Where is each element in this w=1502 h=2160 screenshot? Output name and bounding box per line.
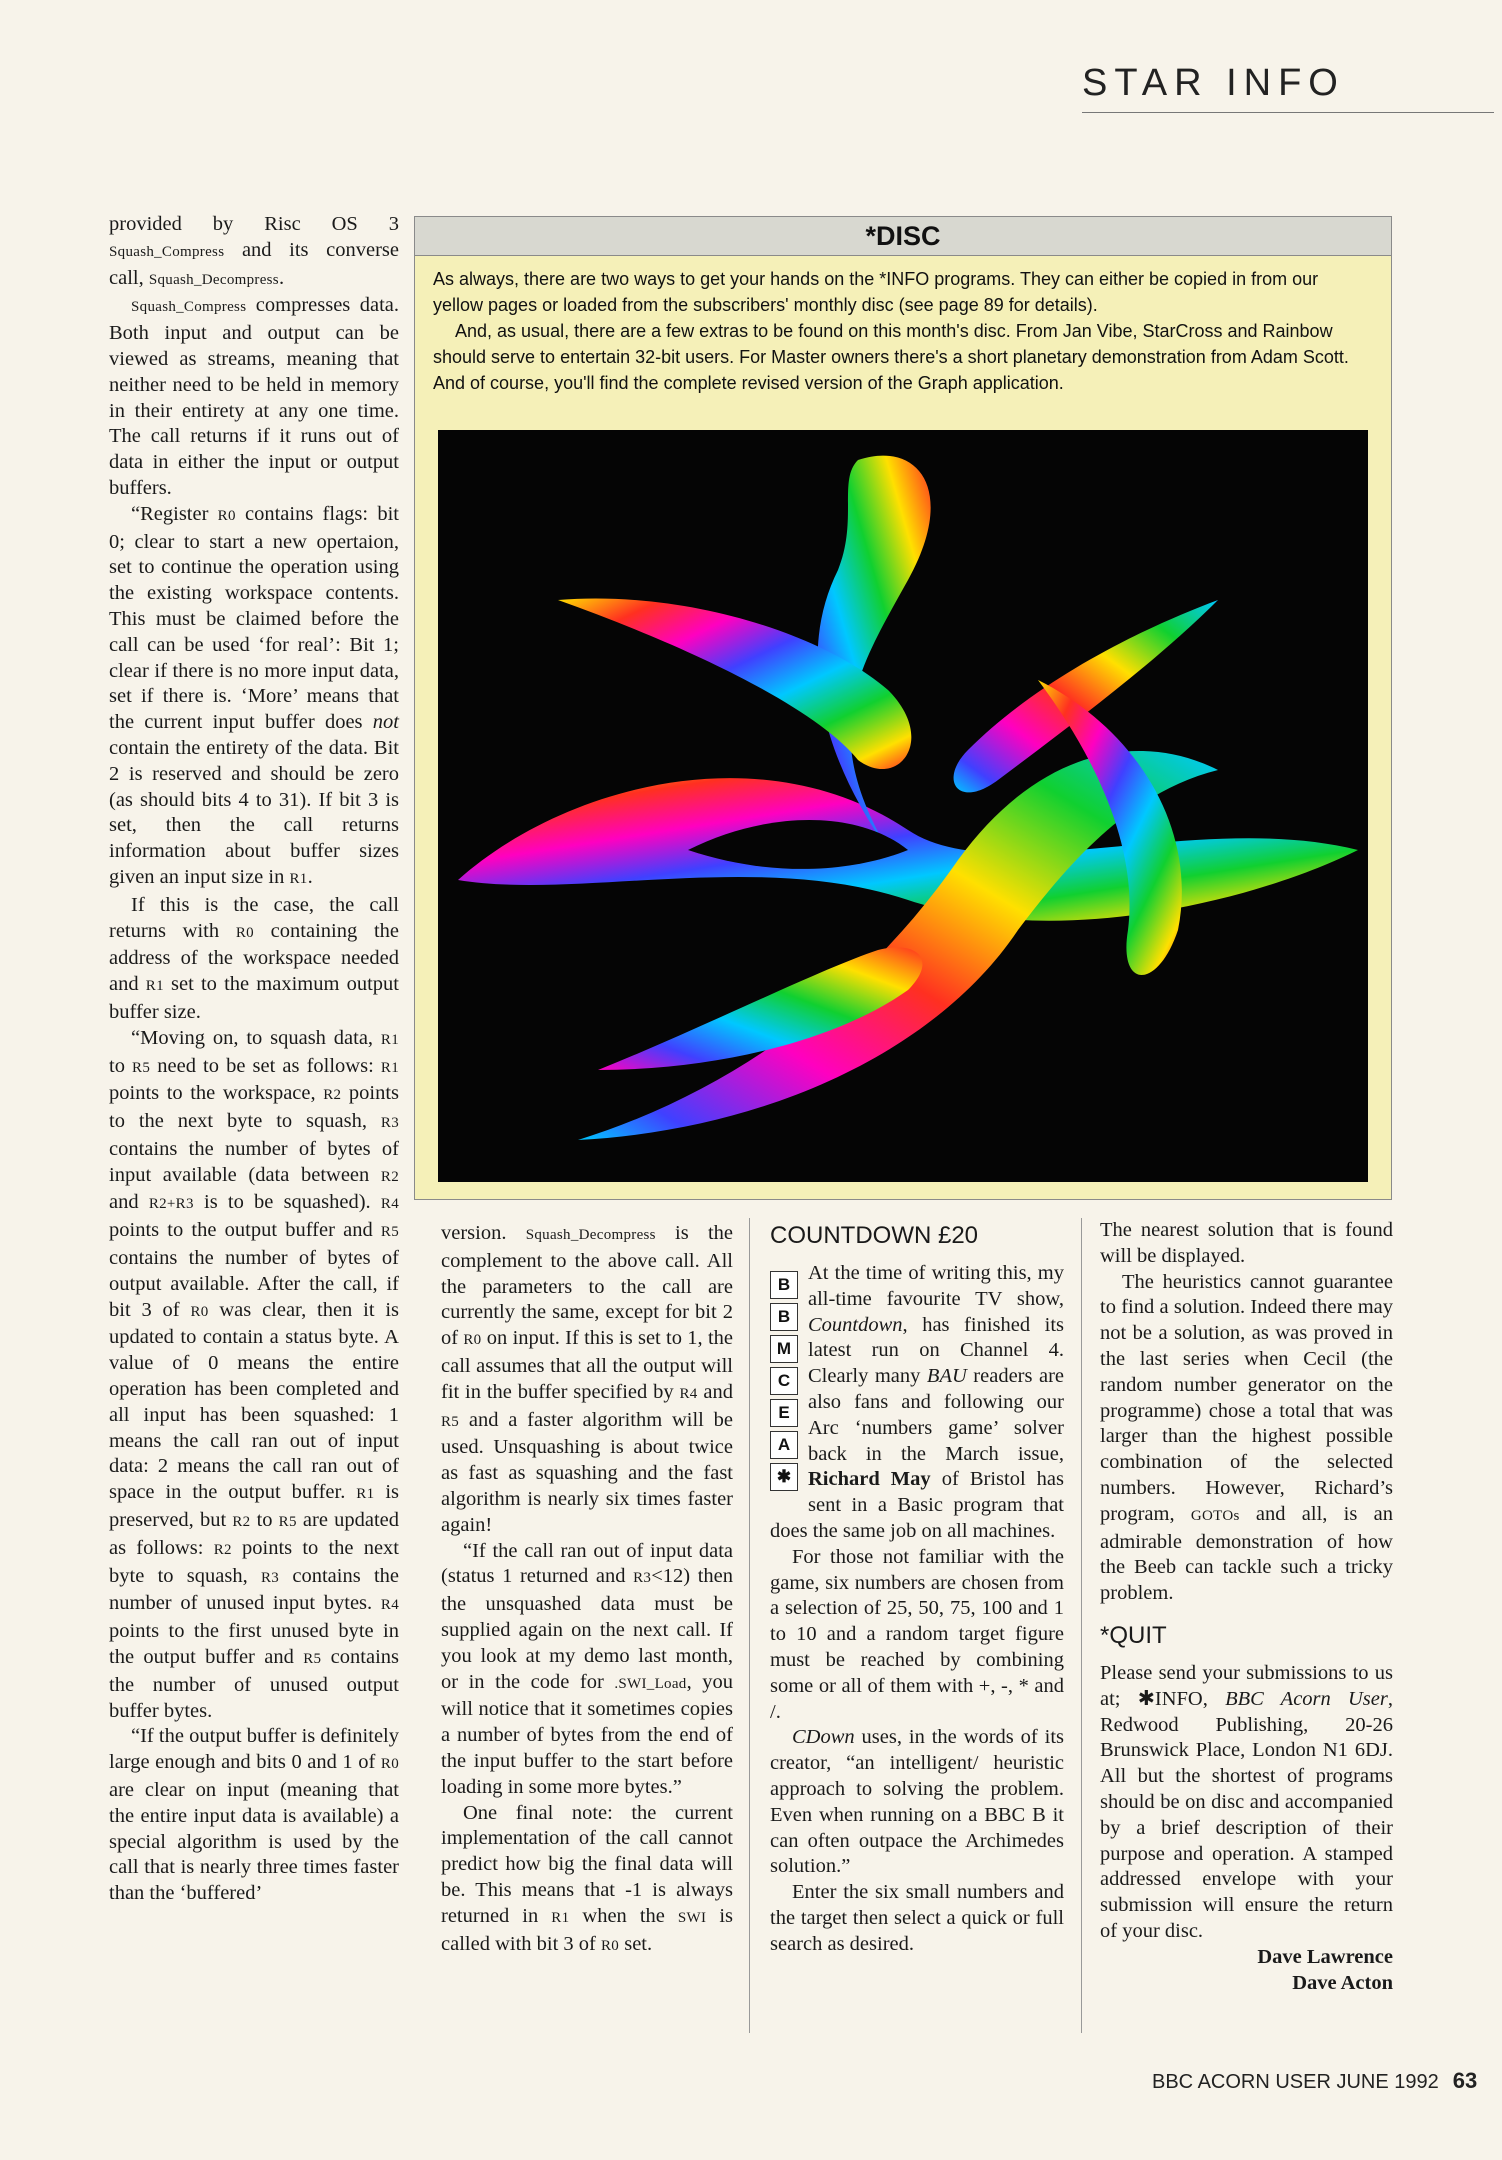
col4-paragraph-1: The nearest solution that is found will be displayed. [1100,1219,1393,1267]
disc-box [414,216,1392,1200]
rainbow-spiral-graphic [438,430,1368,1182]
quit-heading: *QUIT [1100,1621,1167,1649]
letter-tile: B [770,1271,798,1299]
col1-paragraph-4: If this is the case, the call returns with R0 containing the address of the workspace needed and R1 set to the maximum output buffer size. [109,893,399,1023]
countdown-paragraph-4: Enter the six small numbers and the target then select a quick or full search as desired. [770,1881,1064,1955]
col1-paragraph-6: “If the output buffer is definitely large enough and bits 0 and 1 of R0 are clear on input (meaning that the entire input data is available) a special algorithm is used by the call that is nearly three times faster than the ‘buffered’ [109,1725,399,1905]
col1-paragraph-1: provided by Risc OS 3 Squash_Compress and its converse call, Squash_Decompress. [109,213,399,289]
author-signature-2: Dave Acton [1292,1971,1393,1994]
letter-tile: E [770,1399,798,1427]
col1-paragraph-5: “Moving on, to squash data, R1 to R5 need to be set as follows: R1 points to the workspace, R2 points to the next byte to squash, R3 contains the number of bytes of input available (data between R2 and R2+R3 is to be squashed). R4 points to the output buffer and R5 contains the number of bytes of output available. After the call, if bit 3 of R0 was clear, then it is updated to contain a status byte. A value of 0 means the entire operation has been completed and all input has been squashed: 1 means the call ran out of input data: 2 means the call ran out of space in the output buffer. R1 is preserved, but R2 to R5 are updated as follows: R2 points to the next byte to squash, R3 contains the number of unused input bytes. R4 points to the first unused byte in the output buffer and R5 contains the number of unused output buffer bytes. [109,1026,400,1722]
column-4 [1100,1218,1393,1996]
col1-paragraph-2: Squash_Compress compresses data. Both input and output can be viewed as streams, meaning that neither need to be held in memory in their entirety at any one time. The call returns if it runs out of data in either the input or output buffers. [109,294,399,499]
spiral-ribbons [458,456,1358,1140]
section-header: STAR INFO [1082,62,1345,104]
author-signature-1: Dave Lawrence [1257,1945,1393,1968]
countdown-paragraph-3: CDown uses, in the words of its creator, “an intelligent/ heuristic approach to solving the problem. Even when running on a BBC B it can often outpace the Archimedes solution.” [770,1726,1064,1878]
magazine-issue: BBC ACORN USER JUNE 1992 [1152,2071,1439,2093]
bbcmicro-tiles [770,1271,800,1495]
letter-tile: A [770,1431,798,1459]
col2-paragraph-1: version. Squash_Decompress is the complement to the above call. All the parameters to the call are currently the same, except for bit 2 of R0 on input. If this is set to 1, the call assumes that all the output will fit in the buffer specified by R4 and R5 and a faster algorithm will be used. Unsquashing is about twice as fast as squashing and the fast algorithm is nearly six times faster again! [441,1222,733,1536]
disc-paragraph-2: And, as usual, there are a few extras to be found on this month's disc. From Jan Vibe, StarCross and Rainbow should serve to entertain 32-bit users. For Master owners there's a short planetary demonstration from Adam Scott. And of course, you'll find the complete revised version of the Graph application. [433,321,1349,393]
col4-paragraph-2: The heuristics cannot guarantee to find a solution. Indeed there may not be a solution, as was proved in the last series when Cecil (the random number generator on the programme) chose a total that was larger than the highest possible combination of the selected numbers. However, Richard’s program, GOTOs and all, is an admirable demonstration of how the Beeb can tackle such a tricky problem. [1100,1270,1393,1605]
quit-paragraph: Please send your submissions to us at; ✱INFO, BBC Acorn User, Redwood Publishing, 20-26 Brunswick Place, London N1 6DJ. All but the shortest of programs should be on disc and accompanied by a brief description of their purpose and operation. A stamped addressed envelope with your submission will ensure the return of your disc. [1100,1661,1393,1942]
rainbow-spiral-image [438,430,1368,1182]
column-1 [109,212,399,1907]
column-divider [1081,1218,1082,2033]
page-number: 63 [1452,2068,1478,2093]
page-footer [1152,2068,1477,2094]
col2-paragraph-3: One final note: the current implementation of the call cannot predict how big the final data will be. This means that -1 is always returned in R1 when the SWI is called with bit 3 of R0 set. [441,1801,733,1955]
countdown-paragraph-1: At the time of writing this, my all-time favourite TV show, Countdown, has finished its latest run on Channel 4. Clearly many BAU readers are also fans and following our Arc ‘numbers game’ solver back in the March issue, Richard May of Bristol has sent in a Basic program that does the same job on all machines. [770,1262,1065,1542]
column-3 [770,1221,1064,1958]
column-2 [441,1221,733,1959]
countdown-heading: COUNTDOWN £20 [770,1222,979,1249]
header-rule [1082,112,1494,113]
letter-tile: B [770,1303,798,1331]
disc-text [415,256,1391,396]
letter-tile: M [770,1335,798,1363]
col2-paragraph-2: “If the call ran out of input data (status 1 returned and R3<12) then the unsquashed data must be supplied again on the next call. If you look at my demo last month, or in the code for .SWI_Load, you will notice that it sometimes copies a number of bytes from the end of the input buffer to the start before loading in some more bytes.” [441,1539,733,1798]
disc-paragraph-1: As always, there are two ways to get your hands on the *INFO programs. They can either be copied in from our yellow pages or loaded from the subscribers' monthly disc (see page 89 for details). [433,269,1319,315]
letter-tile: C [770,1367,798,1395]
countdown-paragraph-2: For those not familiar with the game, six numbers are chosen from a selection of 25, 50, 75, 100 and 1 to 10 and a random target figure must be reached by combining some or all of them with +, -, * and /. [770,1545,1064,1723]
disc-title: *DISC [415,217,1391,256]
col1-paragraph-3: “Register R0 contains flags: bit 0; clear to start a new opertaion, set to continue the operation using the existing workspace contents. This must be claimed before the call can be used ‘for real’: Bit 1; clear if there is no more input data, set if there is. ‘More’ means that the current input buffer does not contain the entirety of the data. Bit 2 is reserved and should be zero (as should bits 4 to 31). If bit 3 is set, then the call returns information about buffer sizes given an input size in R1. [109,502,399,888]
star-tile-icon: ✱ [770,1463,798,1491]
column-divider [749,1218,750,2033]
